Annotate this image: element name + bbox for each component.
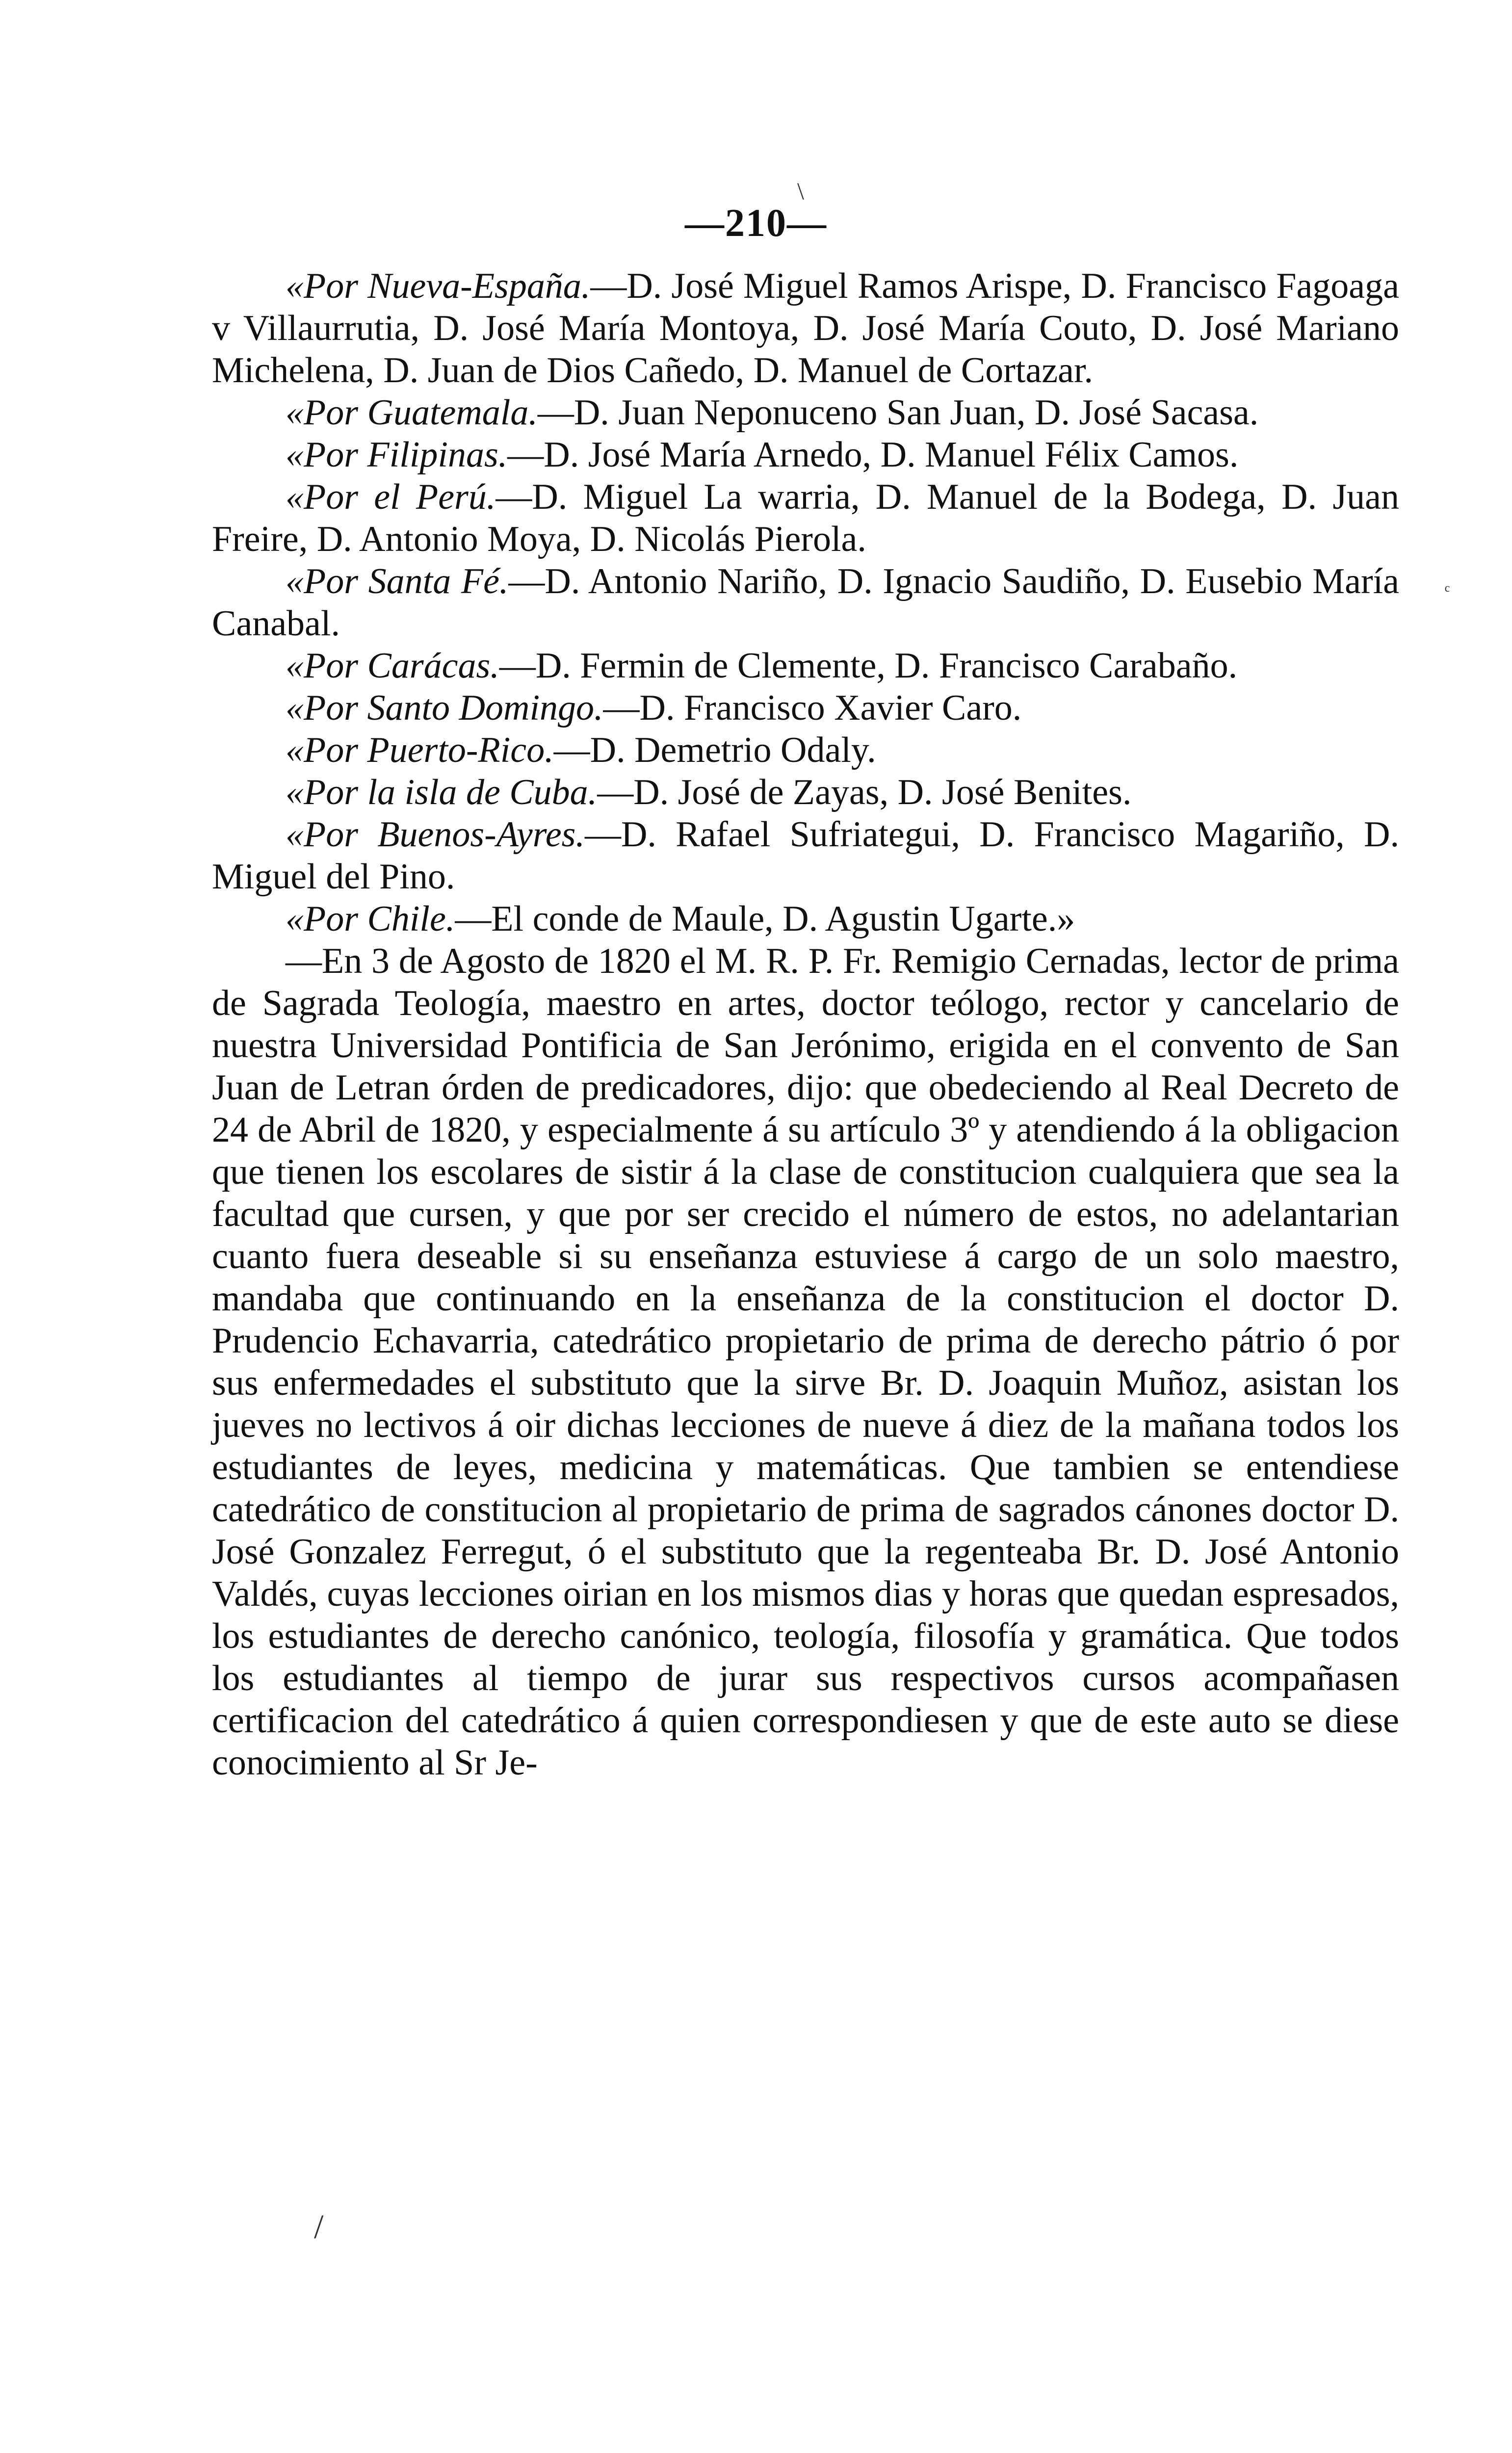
entry-label: «Por Chile.: [286, 899, 455, 939]
entry-label: «Por la isla de Cuba.: [286, 772, 598, 812]
entry-filipinas: [212, 434, 1399, 476]
entry-text: —D. José de Zayas, D. José Benites.: [597, 772, 1132, 812]
entry-buenos-ayres: [212, 813, 1399, 898]
entry-text: —D. Miguel La warria, D. Manuel de la Bodega, D. Juan Freire, D. Antonio Moya, D. Nicolás Pierola.: [212, 477, 1399, 559]
entry-peru: [212, 476, 1399, 560]
entry-label: «Por Santo Domingo.: [286, 688, 603, 728]
decree-paragraph: —En 3 de Agosto de 1820 el M. R. P. Fr. Remigio Cernadas, lector de prima de Sagrada Teología, maestro en artes, doctor teólogo, rector y cancelario de nuestra Universidad Pontificia de San Jerónimo, erigida en el convento de San Juan de Letran órden de predicadores, dijo: que obedeciendo al Real Decreto de 24 de Abril de 1820, y especialmente á su artículo 3º y atendiendo á la obligacion que tienen los escolares de sistir á la clase de constitucion cualquiera que sea la facultad que cursen, y que por ser crecido el número de estos, no adelantarian cuanto fuera deseable si su enseñanza estuviese á cargo de un solo maestro, mandaba que continuando en la enseñanza de la constitucion el doctor D. Prudencio Echavarria, catedrático propietario de prima de derecho pátrio ó por sus enfermedades el substituto que la sirve Br. D. Joaquin Muñoz, asistan los jueves no lectivos á oir dichas lecciones de nueve á diez de la mañana todos los estudiantes de leyes, medicina y matemáticas. Que tambien se entendiese catedrático de constitucion al propietario de prima de sagrados cánones doctor D. José Gonzalez Ferregut, ó el substituto que la regenteaba Br. D. José Antonio Valdés, cuyas lecciones oirian en los mismos dias y horas que quedan espresados, los estudiantes de derecho canónico, teología, filosofía y gramática. Que todos los estudiantes al tiempo de jurar sus respectivos cursos acompañasen certificacion del catedrático á quien correspondiesen y que de este auto se diese conocimiento al Sr Je-: [212, 941, 1399, 1783]
entry-text: —D. José María Arnedo, D. Manuel Félix Camos.: [507, 435, 1239, 475]
entry-text: —D. Francisco Xavier Caro.: [603, 688, 1022, 728]
stray-mark-top: \: [797, 177, 804, 205]
entry-santa-fe: [212, 560, 1399, 645]
stray-mark-right: ᶜ: [1445, 579, 1450, 601]
entry-chile: [212, 898, 1399, 940]
entry-label: «Por el Perú.: [286, 477, 496, 517]
entry-text: —El conde de Maule, D. Agustin Ugarte.»: [455, 899, 1075, 939]
entry-caracas: [212, 645, 1399, 687]
entry-label: «Por Nueva-España.: [286, 266, 591, 306]
entry-text: —D. Rafael Sufriategui, D. Francisco Magariño, D. Miguel del Pino.: [212, 814, 1399, 897]
entry-puerto-rico: [212, 729, 1399, 771]
entry-text: —D. Fermin de Clemente, D. Francisco Carabaño.: [499, 646, 1238, 686]
entry-text: —D. Juan Neponuceno San Juan, D. José Sacasa.: [537, 392, 1259, 433]
page-text: [212, 265, 1399, 1784]
entry-label: «Por Carácas.: [286, 646, 499, 686]
entry-santo-domingo: [212, 687, 1399, 729]
entry-label: «Por Guatemala.: [286, 392, 538, 433]
entry-text: —D. Demetrio Odaly.: [553, 730, 876, 770]
entry-label: «Por Santa Fé.: [286, 561, 509, 601]
entry-guatemala: [212, 391, 1399, 434]
entry-label: «Por Puerto-Rico.: [286, 730, 554, 770]
entry-nueva-espana: [212, 265, 1399, 391]
stray-mark-bottom: /: [314, 2208, 324, 2246]
page-number: —210—: [685, 202, 827, 245]
entry-label: «Por Filipinas.: [286, 435, 508, 475]
entry-text: —D. José Miguel Ramos Arispe, D. Francisco Fagoaga v Villaurrutia, D. José María Montoya, D. José María Couto, D. José Mariano Michelena, D. Juan de Dios Cañedo, D. Manuel de Cortazar.: [212, 266, 1399, 391]
entry-text: —D. Antonio Nariño, D. Ignacio Saudiño, D. Eusebio María Canabal.: [212, 561, 1399, 644]
entry-cuba: [212, 771, 1399, 813]
entry-label: «Por Buenos-Ayres.: [286, 814, 585, 855]
